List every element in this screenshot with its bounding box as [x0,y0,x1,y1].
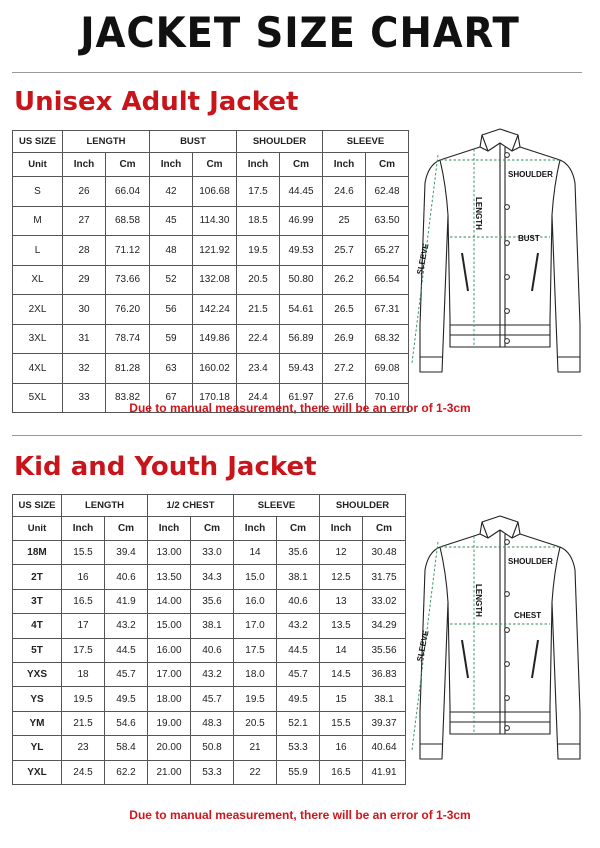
value-cell: 19.5 [62,687,105,711]
unit-cm: Cm [363,517,406,541]
value-cell: 68.58 [106,206,150,236]
length-label: LENGTH [474,197,483,230]
value-cell: 20.5 [234,711,277,735]
value-cell: 67 [150,383,193,413]
unit-inch: Inch [62,517,105,541]
size-cell: M [13,206,63,236]
table-row [13,177,409,207]
value-cell: 16.5 [62,589,105,613]
value-cell: 17.5 [237,177,280,207]
value-cell: 22.4 [237,324,280,354]
table-row [13,760,406,784]
value-cell: 48 [150,236,193,266]
bust-label: BUST [518,234,540,243]
value-cell: 67.31 [366,295,409,325]
value-cell: 12 [320,541,363,565]
size-cell: 5T [13,638,62,662]
unit-cm: Cm [191,517,234,541]
table-row [13,638,406,662]
value-cell: 20.5 [237,265,280,295]
value-cell: 35.6 [191,589,234,613]
value-cell: 76.20 [106,295,150,325]
value-cell: 16.5 [320,760,363,784]
value-cell: 83.82 [106,383,150,413]
title-divider [12,72,582,73]
unit-cm: Cm [277,517,320,541]
value-cell: 18.5 [237,206,280,236]
value-cell: 78.74 [106,324,150,354]
value-cell: 14.5 [320,662,363,686]
page-title: JACKET SIZE CHART [80,8,520,57]
value-cell: 63.50 [366,206,409,236]
length-label: LENGTH [474,584,483,617]
shoulder-label: SHOULDER [508,170,553,179]
header-bust: BUST [150,131,237,153]
size-cell: 3T [13,589,62,613]
value-cell: 49.53 [280,236,323,266]
value-cell: 53.3 [191,760,234,784]
value-cell: 160.02 [193,354,237,384]
value-cell: 50.80 [280,265,323,295]
adult-jacket-diagram [410,125,595,385]
value-cell: 22 [234,760,277,784]
value-cell: 49.5 [105,687,148,711]
size-cell: YM [13,711,62,735]
value-cell: 44.5 [277,638,320,662]
kid-jacket-diagram [410,512,595,772]
value-cell: 73.66 [106,265,150,295]
value-cell: 17.00 [148,662,191,686]
unit-cm: Cm [280,153,323,177]
value-cell: 30.48 [363,541,406,565]
header-half-chest: 1/2 CHEST [148,495,234,517]
value-cell: 16.00 [148,638,191,662]
size-cell: XL [13,265,63,295]
value-cell: 18 [62,662,105,686]
value-cell: 43.2 [105,614,148,638]
value-cell: 38.1 [277,565,320,589]
value-cell: 29 [63,265,106,295]
value-cell: 27.6 [323,383,366,413]
table-row [13,736,406,760]
size-cell: 2T [13,565,62,589]
size-cell: L [13,236,63,266]
value-cell: 17.0 [234,614,277,638]
value-cell: 149.86 [193,324,237,354]
value-cell: 59 [150,324,193,354]
value-cell: 71.12 [106,236,150,266]
value-cell: 54.61 [280,295,323,325]
value-cell: 17 [62,614,105,638]
value-cell: 21.5 [237,295,280,325]
table-row [13,711,406,735]
value-cell: 31 [63,324,106,354]
value-cell: 33 [63,383,106,413]
value-cell: 14 [320,638,363,662]
chest-label: CHEST [514,611,542,620]
shoulder-label: SHOULDER [508,557,553,566]
table-row [13,295,409,325]
value-cell: 34.29 [363,614,406,638]
value-cell: 36.83 [363,662,406,686]
header-shoulder: SHOULDER [237,131,323,153]
value-cell: 24.5 [62,760,105,784]
value-cell: 33.02 [363,589,406,613]
value-cell: 15.0 [234,565,277,589]
jacket-outline-icon [420,129,580,372]
value-cell: 12.5 [320,565,363,589]
value-cell: 30 [63,295,106,325]
value-cell: 39.4 [105,541,148,565]
value-cell: 35.56 [363,638,406,662]
table-row [13,324,409,354]
value-cell: 19.00 [148,711,191,735]
section-divider [12,435,582,436]
table-row [13,206,409,236]
value-cell: 26 [63,177,106,207]
unit-inch: Inch [323,153,366,177]
value-cell: 13.50 [148,565,191,589]
header-length: LENGTH [63,131,150,153]
value-cell: 18.0 [234,662,277,686]
value-cell: 25.7 [323,236,366,266]
unit-inch: Inch [148,517,191,541]
value-cell: 45.7 [191,687,234,711]
value-cell: 56 [150,295,193,325]
value-cell: 40.6 [191,638,234,662]
value-cell: 41.9 [105,589,148,613]
value-cell: 20.00 [148,736,191,760]
unit-inch: Inch [234,517,277,541]
header-us-size: US SIZE [13,131,63,153]
size-cell: YL [13,736,62,760]
value-cell: 59.43 [280,354,323,384]
value-cell: 43.2 [191,662,234,686]
unit-inch: Inch [150,153,193,177]
size-cell: 5XL [13,383,63,413]
value-cell: 21.00 [148,760,191,784]
table-row [13,541,406,565]
table-row [13,662,406,686]
value-cell: 17.5 [62,638,105,662]
value-cell: 15.5 [320,711,363,735]
header-sleeve: SLEEVE [323,131,409,153]
value-cell: 63 [150,354,193,384]
value-cell: 69.08 [366,354,409,384]
value-cell: 53.3 [277,736,320,760]
size-cell: YXS [13,662,62,686]
value-cell: 65.27 [366,236,409,266]
value-cell: 19.5 [237,236,280,266]
unit-label: Unit [13,153,63,177]
value-cell: 62.2 [105,760,148,784]
table-row [13,565,406,589]
value-cell: 18.00 [148,687,191,711]
value-cell: 32 [63,354,106,384]
value-cell: 45.7 [105,662,148,686]
value-cell: 35.6 [277,541,320,565]
value-cell: 21.5 [62,711,105,735]
value-cell: 66.04 [106,177,150,207]
value-cell: 38.1 [363,687,406,711]
size-cell: 4XL [13,354,63,384]
value-cell: 55.9 [277,760,320,784]
table-row [13,614,406,638]
value-cell: 39.37 [363,711,406,735]
value-cell: 16 [320,736,363,760]
value-cell: 40.6 [277,589,320,613]
value-cell: 56.89 [280,324,323,354]
sleeve-label: SLEEVE [415,242,431,276]
value-cell: 13.00 [148,541,191,565]
unit-inch: Inch [237,153,280,177]
unit-inch: Inch [63,153,106,177]
unit-cm: Cm [105,517,148,541]
value-cell: 28 [63,236,106,266]
value-cell: 27.2 [323,354,366,384]
size-cell: 3XL [13,324,63,354]
value-cell: 21 [234,736,277,760]
value-cell: 48.3 [191,711,234,735]
value-cell: 13 [320,589,363,613]
header-sleeve: SLEEVE [234,495,320,517]
header-us-size: US SIZE [13,495,62,517]
value-cell: 33.0 [191,541,234,565]
value-cell: 52.1 [277,711,320,735]
value-cell: 24.4 [237,383,280,413]
size-cell: YXL [13,760,62,784]
value-cell: 31.75 [363,565,406,589]
value-cell: 38.1 [191,614,234,638]
value-cell: 106.68 [193,177,237,207]
value-cell: 46.99 [280,206,323,236]
value-cell: 50.8 [191,736,234,760]
value-cell: 19.5 [234,687,277,711]
value-cell: 15.5 [62,541,105,565]
value-cell: 23 [62,736,105,760]
header-shoulder: SHOULDER [320,495,406,517]
value-cell: 14 [234,541,277,565]
size-cell: 4T [13,614,62,638]
jacket-outline-icon [420,516,580,759]
value-cell: 44.45 [280,177,323,207]
unit-cm: Cm [106,153,150,177]
unit-inch: Inch [320,517,363,541]
value-cell: 44.5 [105,638,148,662]
unit-cm: Cm [366,153,409,177]
value-cell: 15 [320,687,363,711]
value-cell: 16 [62,565,105,589]
value-cell: 170.18 [193,383,237,413]
value-cell: 17.5 [234,638,277,662]
value-cell: 40.64 [363,736,406,760]
value-cell: 25 [323,206,366,236]
size-cell: YS [13,687,62,711]
unit-cm: Cm [193,153,237,177]
table-row [13,236,409,266]
adult-size-table [12,130,409,413]
value-cell: 24.6 [323,177,366,207]
size-cell: 18M [13,541,62,565]
value-cell: 26.5 [323,295,366,325]
value-cell: 61.97 [280,383,323,413]
kid-section-title: Kid and Youth Jacket [14,452,317,482]
value-cell: 27 [63,206,106,236]
value-cell: 62.48 [366,177,409,207]
table-row [13,687,406,711]
value-cell: 114.30 [193,206,237,236]
value-cell: 81.28 [106,354,150,384]
adult-measurement-note: Due to manual measurement, there will be an error of 1-3cm [129,401,471,415]
value-cell: 26.2 [323,265,366,295]
value-cell: 45.7 [277,662,320,686]
value-cell: 15.00 [148,614,191,638]
size-cell: S [13,177,63,207]
adult-section-title: Unisex Adult Jacket [14,87,299,117]
value-cell: 45 [150,206,193,236]
value-cell: 49.5 [277,687,320,711]
table-row [13,589,406,613]
value-cell: 16.0 [234,589,277,613]
value-cell: 70.10 [366,383,409,413]
sleeve-label: SLEEVE [415,629,431,663]
value-cell: 142.24 [193,295,237,325]
size-cell: 2XL [13,295,63,325]
value-cell: 41.91 [363,760,406,784]
value-cell: 54.6 [105,711,148,735]
table-row [13,354,409,384]
value-cell: 121.92 [193,236,237,266]
value-cell: 52 [150,265,193,295]
kid-measurement-note: Due to manual measurement, there will be an error of 1-3cm [129,808,471,822]
value-cell: 34.3 [191,565,234,589]
value-cell: 23.4 [237,354,280,384]
header-length: LENGTH [62,495,148,517]
value-cell: 43.2 [277,614,320,638]
table-row [13,265,409,295]
value-cell: 40.6 [105,565,148,589]
value-cell: 68.32 [366,324,409,354]
value-cell: 14.00 [148,589,191,613]
value-cell: 26.9 [323,324,366,354]
kid-size-table [12,494,406,785]
value-cell: 13.5 [320,614,363,638]
unit-label: Unit [13,517,62,541]
value-cell: 66.54 [366,265,409,295]
value-cell: 58.4 [105,736,148,760]
value-cell: 132.08 [193,265,237,295]
value-cell: 42 [150,177,193,207]
